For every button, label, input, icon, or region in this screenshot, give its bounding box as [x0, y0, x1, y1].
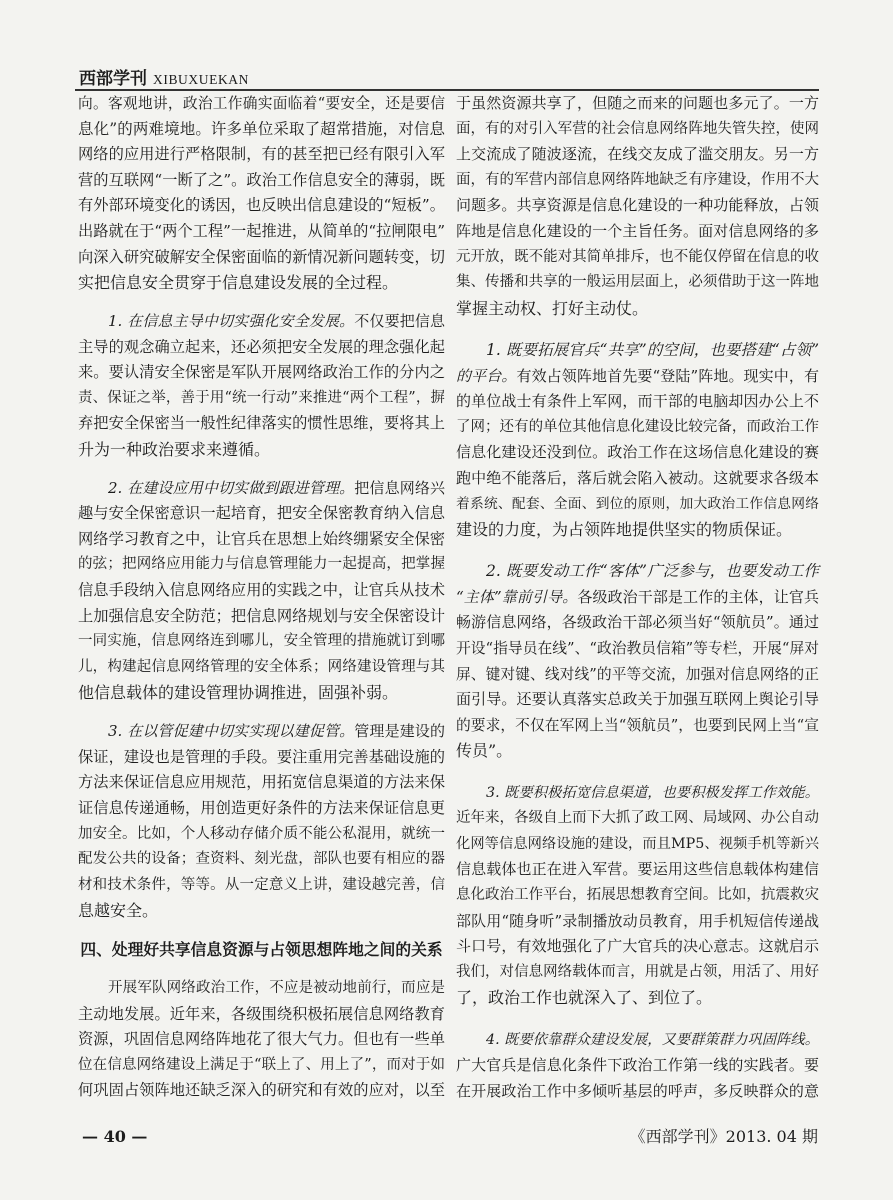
text-line: [456, 364, 819, 390]
subheading-text: 的平台。: [456, 366, 517, 385]
paragraph: [78, 719, 445, 924]
paragraph: [456, 559, 819, 764]
text-line: 弃把安全保密当一般性纪律落实的惯性思维，要将其上: [78, 414, 445, 433]
text-line: 配发公共的设备；查资料、刻光盘，部队也要有相应的器: [78, 851, 445, 868]
text-line: 面，有的对引入军营的社会信息网络阵地失管失控，使网: [456, 120, 819, 137]
text-line: 畅游信息网络，各级政治干部必须当好“领航员”。通过: [456, 613, 819, 632]
journal-title: 西部学刊: [79, 69, 147, 89]
text-line: 方法来保证信息应用规范，用拓宽信息渠道的方法来保: [78, 773, 445, 792]
paragraph: [456, 91, 819, 321]
text-line: 他信息载体的建设管理协调推进，固强补弱。: [78, 683, 399, 703]
subheading-text: 2. 在建设应用中切实做到跟进管理。: [108, 478, 355, 497]
paragraph: [78, 91, 445, 296]
text-line: 着系统、配套、全面、到位的原则，加大政治工作信息网络: [456, 495, 819, 512]
text-line: 近年来，各级自上而下大抓了政工网、局域网、办公自动: [456, 810, 819, 827]
text-line: 开展军队网络政治工作，不应是被动地前行，而应是: [108, 979, 445, 996]
body-text: 有效占领阵地首先要“登陆”阵地。现实中，有: [516, 366, 819, 385]
text-line: 加安全。比如，个人移动存储介质不能公私混用，就统一: [78, 825, 445, 842]
text-line: 面，有的军营内部信息网络阵地缺乏有序建设，作用不大: [456, 171, 819, 188]
text-line: 阵地是信息化建设的一个主旨任务。面对信息网络的多: [456, 221, 819, 240]
text-line: 息化政治工作平台，拓展思想教育空间。比如，抗震救灾: [456, 887, 819, 903]
text-line: 一同实施，信息网络连到哪儿，安全管理的措施就订到哪: [78, 633, 445, 650]
text-line: 何巩固占领阵地还缺乏深入的研究和有效的应对，以至: [78, 1081, 445, 1100]
paragraph: [456, 338, 819, 543]
text-line: [78, 309, 445, 335]
text-line: 面引导。还要认真落实总政关于加强互联网上舆论引导: [456, 690, 819, 709]
paragraph: [78, 476, 445, 706]
text-line: 我们，对信息网络载体而言，用就是占领，用活了、用好: [456, 963, 819, 980]
left-column: [78, 91, 445, 1104]
text-line: [78, 719, 445, 745]
subheading-text: 2. 既要发动工作“客体”广泛参与，也要发动工作: [486, 562, 819, 581]
text-line: 跑中绝不能落后，落后就会陷入被动。这就要求各级本: [456, 468, 819, 487]
subheading-text: “主体”靠前引导。: [456, 587, 578, 606]
text-line: 信息手段纳入信息网络应用的实践之中，让官兵从技术: [78, 581, 445, 600]
text-line: 责、保证之举，善于用“统一行动”来推进“两个工程”，摒: [78, 389, 445, 406]
section-heading: 四、处理好共享信息资源与占领思想阵地之间的关系: [80, 940, 443, 960]
text-line: [456, 781, 819, 807]
text-line: 问题多。共享资源是信息化建设的一种功能释放，占领: [456, 196, 819, 215]
text-line: 位在信息网络建设上满足于“联上了、用上了”，而对于如: [78, 1056, 445, 1073]
body-text: 管理是建设的: [354, 722, 445, 741]
text-line: 资源，巩固信息网络阵地花了很大气力。但也有一些单: [78, 1030, 445, 1049]
subheading-text: 3. 在以管促建中切实实现以建促管。: [108, 722, 355, 741]
text-line: 趣与安全保密意识一起培育，把安全保密教育纳入信息: [78, 504, 445, 523]
text-line: 的单位战士有条件上军网，而干部的电脑却因办公上不: [456, 392, 819, 411]
paragraph: [78, 309, 445, 463]
text-line: 化网等信息网络设施的建设，而且MP5、视频手机等新兴: [456, 835, 819, 852]
subheading-text: 1. 在信息主导中切实强化安全发展。: [108, 311, 355, 330]
subheading-text: 4. 既要依靠群众建设发展，又要群策群力巩固阵线。: [486, 1031, 819, 1048]
paragraph: [456, 781, 819, 1011]
text-line: 儿，构建起信息网络管理的安全体系；网络建设管理与其: [78, 658, 445, 675]
text-line: 网络的应用进行严格限制，有的甚至把已经有限引入军: [78, 145, 445, 164]
paragraph: [78, 976, 445, 1104]
text-line: 向深入研究破解安全保密面临的新情况新问题转变，切: [78, 247, 445, 266]
text-line: 建设的力度，为占领阵地提供坚实的物质保证。: [456, 520, 793, 540]
text-line: 有外部环境变化的诱因，也反映出信息建设的“短板”。: [78, 196, 445, 215]
text-line: 实把信息安全贯穿于信息建设发展的全过程。: [78, 273, 399, 293]
text-line: 信息化建设还没到位。政治工作在这场信息化建设的赛: [456, 443, 819, 462]
journal-pinyin-title: XIBUXUEKAN: [153, 72, 249, 87]
text-line: 上交流成了随波逐流，在线交友成了滥交朋友。另一方: [456, 145, 819, 164]
text-line: 了网；还有的单位其他信息化建设比较完备，而政治工作: [456, 418, 819, 435]
text-line: 升为一种政治要求来遵循。: [78, 439, 271, 459]
body-text: 不仅要把信息: [354, 311, 445, 330]
text-line: 集、传播和共享的一般运用层面上，必须借助于这一阵地: [456, 274, 819, 291]
text-line: 息越安全。: [78, 901, 159, 921]
text-line: 上加强信息安全防范；把信息网络规划与安全保密设计: [78, 606, 445, 625]
text-line: 的弦；把网络应用能力与信息管理能力一起提高，把掌握: [78, 556, 445, 573]
text-line: 主动地发展。近年来，各级围绕积极拓展信息网络教育: [78, 1004, 445, 1023]
text-line: 的要求，不仅在军网上当“领航员”，也要到民网上当“宣: [456, 716, 819, 734]
journal-issue: 《西部学刊》2013. 04 期: [629, 1127, 818, 1146]
text-line: 掌握主动权、打好主动仗。: [456, 298, 649, 318]
text-line: 信息载体也正在进入军营。要运用这些信息载体构建信: [456, 860, 819, 879]
text-line: [456, 585, 819, 611]
text-line: 保证，建设也是管理的手段。要注重用完善基础设施的: [78, 747, 445, 766]
text-line: [456, 559, 819, 585]
text-line: 开设“指导员在线”、“政治教员信箱”等专栏，开展“屏对: [456, 640, 819, 658]
text-line: 向。客观地讲，政治工作确实面临着“要安全，还是要信: [78, 95, 445, 112]
text-line: 营的互联网“一断了之”。政治工作信息安全的薄弱，既: [78, 170, 445, 189]
body-text: 把信息网络兴: [354, 478, 445, 497]
text-line: 主导的观念确立起来，还必须把安全发展的理念强化起: [78, 337, 445, 356]
paragraph: [456, 1028, 819, 1105]
subheading-text: 3. 既要积极拓宽信息渠道，也要积极发挥工作效能。: [486, 784, 819, 801]
text-line: 广大官兵是信息化条件下政治工作第一线的实践者。要: [456, 1056, 819, 1075]
text-line: [78, 476, 445, 502]
text-line: 来。要认清安全保密是军队开展网络政治工作的分内之: [78, 363, 445, 382]
text-line: 材和技术条件，等等。从一定意义上讲，建设越完善，信: [78, 876, 445, 893]
right-column: [456, 91, 819, 1104]
text-line: 息化”的两难境地。许多单位采取了超常措施，对信息: [78, 119, 445, 138]
text-line: 出路就在于“两个工程”一起推进，从简单的“拉闸限电”: [78, 221, 445, 240]
text-line: 证信息传递通畅，用创造更好条件的方法来保证信息更: [78, 799, 445, 817]
text-line: 斗口号，有效地强化了广大官兵的决心意志。这就启示: [456, 937, 819, 956]
text-line: 于虽然资源共享了，但随之而来的问题也多元了。一方: [456, 94, 819, 112]
text-line: 屏、键对键、线对线”的平等交流，加强对信息网络的正: [456, 665, 819, 683]
text-line: [456, 1028, 819, 1054]
body-text: 各级政治干部是工作的主体，让官兵: [577, 587, 819, 606]
page-number: — 40 —: [82, 1127, 148, 1146]
text-line: 在开展政治工作中多倾听基层的呼声，多反映群众的意: [456, 1081, 819, 1100]
text-line: 了，政治工作也就深入了、到位了。: [456, 988, 713, 1008]
text-line: 元开放，既不能对其简单排斥，也不能仅停留在信息的收: [456, 248, 819, 265]
text-line: [456, 338, 819, 364]
text-line: 部队用“随身听”录制播放动员教育，用手机短信传递战: [456, 911, 819, 930]
text-line: 传员”。: [456, 741, 513, 761]
text-line: 网络学习教育之中，让官兵在思想上始终绷紧安全保密: [78, 529, 445, 548]
subheading-text: 1. 既要拓展官兵“共享”的空间，也要搭建“占领”: [486, 340, 819, 359]
